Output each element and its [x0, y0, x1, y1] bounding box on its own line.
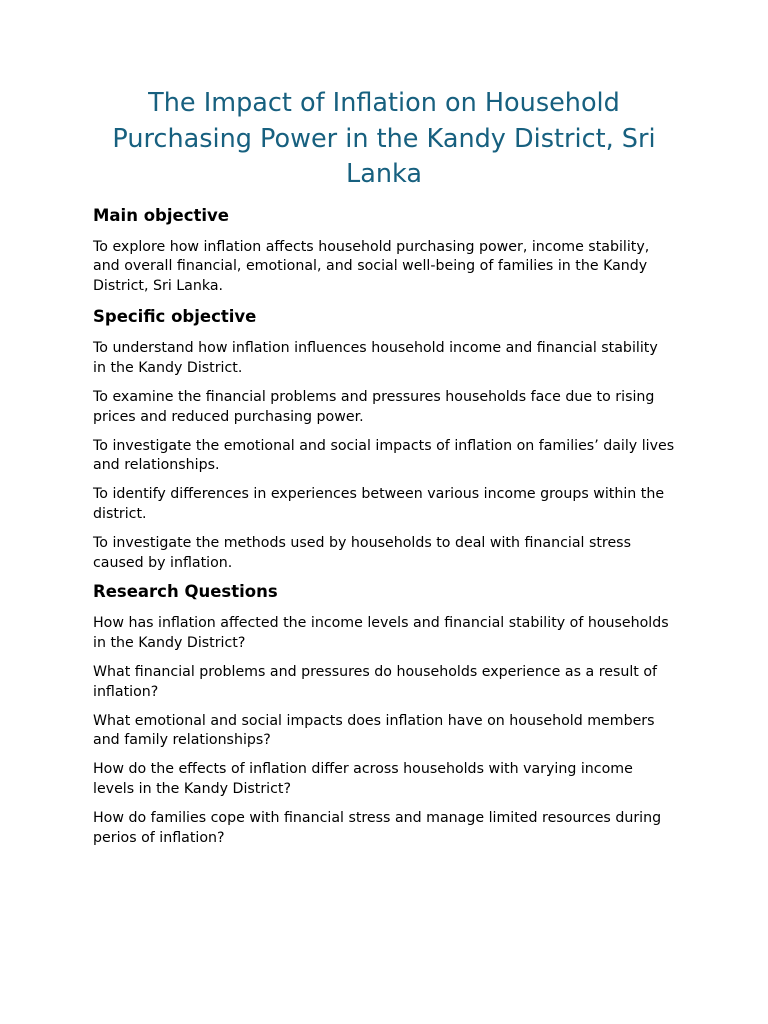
specific-objective-item: To investigate the methods used by households to deal with financial stress caused by inflation.	[93, 535, 631, 571]
specific-objective-item: To understand how inflation influences household income and financial stability in the Kandy District.	[93, 340, 658, 376]
specific-objective-item: To investigate the emotional and social impacts of inflation on families’ daily lives and relationships.	[93, 437, 675, 474]
main-objective-heading: Main objective	[93, 205, 229, 225]
research-questions-heading: Research Questions	[93, 582, 278, 602]
document-title: The Impact of Inflation on Household Purchasing Power in the Kandy District, Sri Lanka	[112, 88, 656, 189]
research-question-item: How has inflation affected the income levels and financial stability of households in the Kandy District?	[93, 615, 669, 651]
specific-objective-item: To examine the financial problems and pressures households face due to rising prices and reduced purchasing power.	[93, 388, 655, 425]
research-question-item: How do families cope with financial stress and manage limited resources during perios of inflation?	[93, 809, 662, 846]
specific-objective-heading: Specific objective	[93, 307, 257, 327]
research-question-item: What emotional and social impacts does inflation have on household members and family relationships?	[93, 712, 655, 749]
research-question-item: What financial problems and pressures do households experience as a result of inflation?	[93, 663, 658, 700]
main-objective-text: To explore how inflation affects household purchasing power, income stability, and overall financial, emotional, and social well-being of families in the Kandy District, Sri Lanka.	[93, 238, 650, 294]
research-questions-list	[93, 614, 675, 848]
specific-objective-item: To identify differences in experiences between various income groups within the district.	[93, 486, 665, 522]
specific-objective-list	[93, 339, 675, 573]
research-question-item: How do the effects of inflation differ across households with varying income levels in the Kandy District?	[93, 761, 633, 797]
